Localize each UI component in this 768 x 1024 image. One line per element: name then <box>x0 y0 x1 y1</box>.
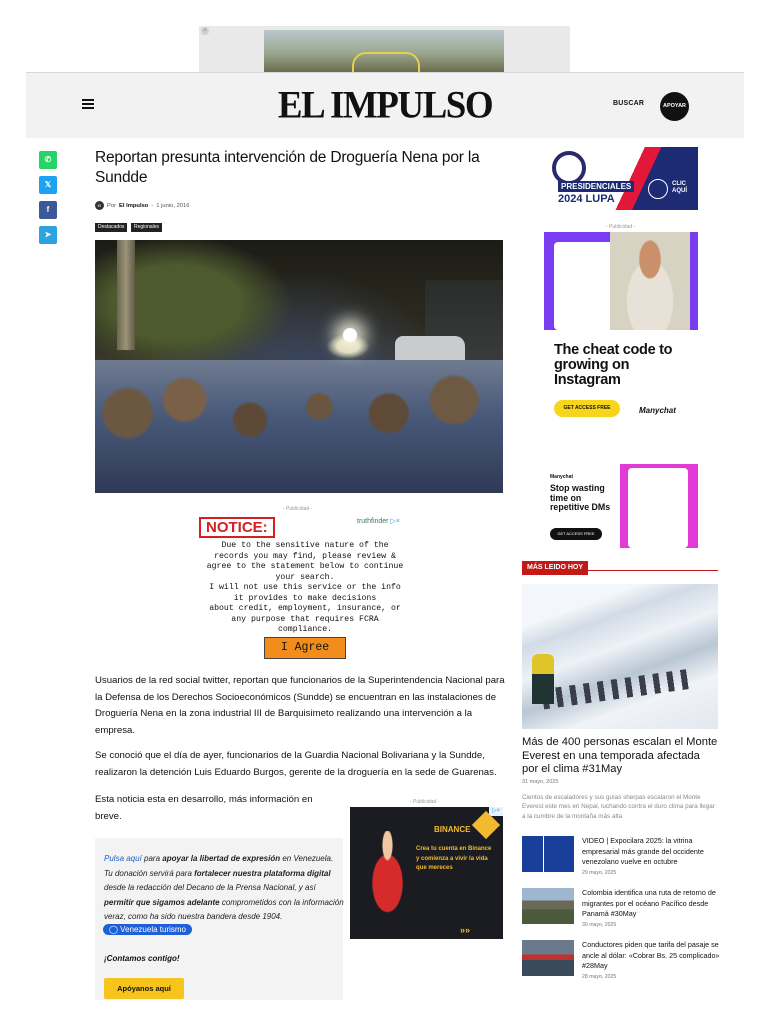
most-read-header: MÁS LEIDO HOY <box>522 556 718 571</box>
notice-text: Due to the sensitive nature of the records you may find, please review & agree to the statement below to continue your search. I will not use this service or the info it provides to make decisions about credit, employment, insurance, or any purpose that requires FCRA compliance. <box>206 541 404 634</box>
ad-cta-button[interactable]: GET ACCESS FREE <box>550 528 602 540</box>
hand-tap-icon <box>648 179 668 199</box>
search-button[interactable]: BUSCAR <box>613 100 645 107</box>
x-share-icon[interactable]: 𝕏 <box>39 176 57 194</box>
author-link[interactable]: El Impulso <box>119 202 149 209</box>
byline <box>95 201 189 210</box>
support-link[interactable]: Pulsa aquí <box>104 854 142 863</box>
article-photo <box>95 240 503 493</box>
presidenciales-banner[interactable]: PRESIDENCIALES 2024 LUPA CLIC AQUÍ <box>544 147 698 210</box>
related-thumb[interactable] <box>522 888 574 924</box>
featured-title[interactable]: Más de 400 personas escalan el Monte Everest en una temporada afectada por el clima #31May <box>522 736 718 775</box>
article-paragraph: Se conoció que el día de ayer, funcionarios de la Guardia Nacional Bolivariana y la Sundde, realizaron la detención Luis Eduardo Burgos, gerente de la droguería en la sede de Guarenas. <box>95 750 497 778</box>
support-text: Pulsa aquí para apoyar la libertad de expresión en Venezuela. Tu donación servirá para fortalecer nuestra plataforma digital desde la redacción del Decano de la Prensa Nacional, y así permitir que sigamos adelante comprometidos con la información veraz, como ha sido nuestra bandera desde 1904. <box>104 854 344 921</box>
featured-date: 31 mayo, 2025 <box>522 779 559 785</box>
binance-ad[interactable] <box>350 807 503 939</box>
binance-brand: BINANCE <box>434 825 471 834</box>
facebook-share-icon[interactable]: f <box>39 201 57 219</box>
adchoices-icon[interactable]: ▷× <box>390 518 401 525</box>
top-banner-ad[interactable] <box>199 26 570 72</box>
contamos-contigo: ¡Contamos contigo! <box>104 954 180 963</box>
ad-phone-image <box>620 464 698 548</box>
whatsapp-share-icon[interactable]: ✆ <box>39 151 57 169</box>
magnifier-icon <box>552 151 586 185</box>
related-date: 30 mayo, 2025 <box>582 922 617 928</box>
ad-headline: The cheat code to growing on Instagram <box>554 342 673 388</box>
binance-text: Crea tu cuenta en Binance y comienza a vivir la vida que mereces <box>416 846 492 871</box>
ad-image[interactable] <box>264 30 504 72</box>
byline-by: Por <box>107 202 117 209</box>
ad-label: - Publicidad - <box>410 799 440 805</box>
site-logo[interactable]: EL IMPULSO <box>277 83 493 128</box>
notice-heading: NOTICE: <box>199 517 275 538</box>
related-date: 29 mayo, 2025 <box>582 870 617 876</box>
adchoices-icon[interactable]: ▷× <box>489 807 503 816</box>
support-box <box>95 838 343 1000</box>
apoyanos-button[interactable]: Apóyanos aquí <box>104 978 184 999</box>
venezuela-turismo-badge[interactable]: ◯ Venezuela turismo <box>103 924 192 935</box>
related-date: 28 mayo, 2025 <box>582 974 617 980</box>
related-thumb[interactable] <box>522 940 574 976</box>
article-date: 1 junio, 2016 <box>156 202 190 209</box>
arrow-icon: »» <box>460 925 471 935</box>
ad-brand: Manychat <box>550 474 574 480</box>
tag-destacados[interactable]: Destacados <box>95 223 127 232</box>
related-title[interactable]: VIDEO | Expocilara 2025: la vitrina empresarial más grande del occidente venezolano vuelve en octubre <box>582 836 704 866</box>
support-button[interactable]: APOYAR <box>660 92 689 121</box>
related-title[interactable]: Conductores piden que tarifa del pasaje se ancle al dólar: «Cobrar Bs. 25 complicado» #28May <box>582 940 720 970</box>
truthfinder-ad[interactable] <box>199 515 411 661</box>
ad-label: - Publicidad - <box>283 506 313 512</box>
featured-excerpt: Cientos de escaladores y sus guías sherpas escalaron el Monte Everest este mes en Nepal, luchando contra el duro clima para llegar a la cumbre de la montaña más alta <box>522 794 715 820</box>
manychat-ad[interactable] <box>544 232 698 428</box>
ad-headline: Stop wasting time on repetitive DMs <box>550 483 611 512</box>
author-avatar: EI <box>95 201 104 210</box>
ad-figure <box>360 831 415 926</box>
ad-cta-button[interactable]: GET ACCESS FREE <box>554 400 620 417</box>
manychat-ad-2[interactable] <box>544 462 698 548</box>
byline-sep: - <box>151 202 154 209</box>
related-title[interactable]: Colombia identifica una ruta de retorno de migrantes por el océano Pacífico desde Panamá #30May <box>582 888 716 918</box>
ad-screenshot <box>544 232 698 330</box>
truthfinder-logo: truthfinder ▷× <box>357 518 401 525</box>
tag-regionales[interactable]: Regionales <box>131 223 162 232</box>
article-paragraph: Esta noticia esta en desarrollo, más información en breve. <box>95 794 313 822</box>
ad-label: - Publicidad - <box>606 224 636 230</box>
related-thumb[interactable] <box>522 836 574 872</box>
article-title: Reportan presunta intervención de Droguería Nena por la Sundde <box>95 149 480 186</box>
ad-brand: Manychat <box>639 406 676 415</box>
ad-close-icon[interactable]: × <box>201 27 209 35</box>
article-paragraph: Usuarios de la red social twitter, reportan que funcionarios de la Superintendencia Nacional para la Defensa de los Derechos Socioeconómicos (Sundde) se encuentran en las instalaciones de Droguería Nena en la zona industrial III de Barquisimeto realizando una intervención a la empresa. <box>95 675 505 736</box>
i-agree-button[interactable]: I Agree <box>264 637 346 659</box>
telegram-share-icon[interactable]: ➤ <box>39 226 57 244</box>
featured-image[interactable] <box>522 584 718 729</box>
